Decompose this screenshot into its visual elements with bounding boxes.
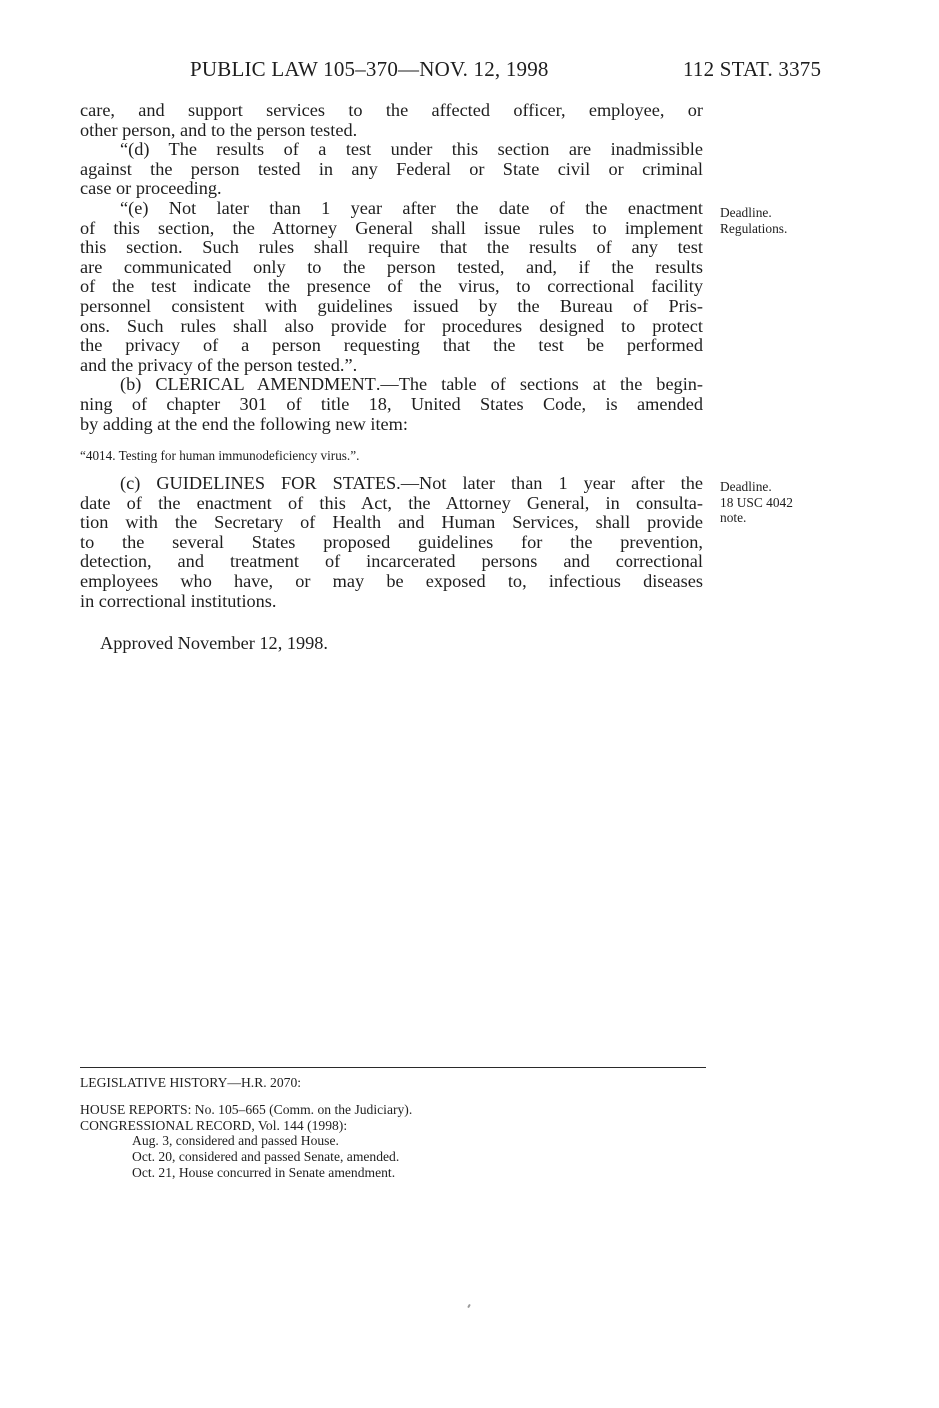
history-entry: Aug. 3, considered and passed House. <box>132 1133 339 1149</box>
margin-note-deadline-regulations <box>720 205 787 236</box>
margin-note-line: Regulations. <box>720 220 788 236</box>
subsection-heading: GUIDELINES FOR STATES <box>156 473 397 493</box>
subsection-heading: CLERICAL AMENDMENT <box>155 374 376 395</box>
body-line: in correctional institutions. <box>80 590 277 611</box>
subsection-text: .—Not later than 1 year after the <box>396 473 703 493</box>
house-reports: HOUSE REPORTS: No. 105–665 (Comm. on the Judiciary). <box>80 1101 413 1117</box>
margin-note-deadline-usc <box>720 479 793 526</box>
body-text-section-d-e <box>80 101 703 434</box>
page-stat-number: 112 STAT. 3375 <box>683 57 822 81</box>
body-line: date of the enactment of this Act, the Attorney General, in consulta- <box>80 492 703 513</box>
approval-date: Approved November 12, 1998. <box>100 633 328 653</box>
body-line: “(d) The results of a test under this section are inadmissible <box>120 139 703 160</box>
body-line: this section. Such rules shall require that the results of any test <box>80 237 703 258</box>
table-of-sections-item: “4014. Testing for human immunodeficiency virus.”. <box>80 448 360 463</box>
margin-note-line: note. <box>720 510 747 525</box>
body-line: to the several States proposed guidelines for the prevention, <box>80 531 703 552</box>
margin-note-line: Deadline. <box>720 479 772 494</box>
body-line: other person, and to the person tested. <box>80 119 358 140</box>
body-line: of this section, the Attorney General shall issue rules to implement <box>80 217 703 238</box>
body-line: personnel consistent with guidelines issued by the Bureau of Pris- <box>80 295 703 316</box>
guidelines-line <box>80 474 703 494</box>
body-line: against the person tested in any Federal or State civil or criminal <box>80 158 703 179</box>
body-line: ning of chapter 301 of title 18, United States Code, is amended <box>80 393 703 414</box>
body-line: “(e) Not later than 1 year after the date of the enactment <box>120 197 703 218</box>
body-line: are communicated only to the person tested, and, if the results <box>80 256 703 277</box>
legislative-history <box>80 1075 412 1181</box>
subsection-text: .—The table of sections at the begin- <box>375 374 704 395</box>
body-line: the privacy of a person requesting that the test be performed <box>80 335 703 356</box>
margin-note-line: 18 USC 4042 <box>720 494 793 510</box>
body-line: of the test indicate the presence of the virus, to correctional facility <box>80 276 703 297</box>
running-header-title: PUBLIC LAW 105–370—NOV. 12, 1998 <box>190 57 549 81</box>
body-line: and the privacy of the person tested.”. <box>80 354 358 375</box>
clerical-amendment-line <box>80 375 703 395</box>
body-line: tion with the Secretary of Health and Human Services, shall provide <box>80 512 703 533</box>
congressional-record: CONGRESSIONAL RECORD, Vol. 144 (1998): <box>80 1117 348 1133</box>
margin-note-line: Deadline. <box>720 205 772 220</box>
scan-speck <box>467 1304 471 1308</box>
subsection-label: (c) <box>120 473 157 493</box>
body-line: care, and support services to the affected officer, employee, or <box>80 100 703 120</box>
history-entry: Oct. 21, House concurred in Senate amendment. <box>132 1164 396 1180</box>
footnote-divider <box>80 1067 706 1068</box>
body-line: employees who have, or may be exposed to, infectious diseases <box>80 570 703 591</box>
legislative-history-header: LEGISLATIVE HISTORY—H.R. 2070: <box>80 1075 302 1090</box>
body-line: ons. Such rules shall also provide for procedures designed to protect <box>80 315 703 336</box>
history-entry: Oct. 20, considered and passed Senate, amended. <box>132 1149 400 1165</box>
body-text-section-c <box>80 474 703 611</box>
subsection-label: (b) <box>120 374 156 395</box>
body-line: case or proceeding. <box>80 178 222 199</box>
body-line: by adding at the end the following new item: <box>80 413 408 434</box>
body-line: detection, and treatment of incarcerated persons and correctional <box>80 551 703 572</box>
